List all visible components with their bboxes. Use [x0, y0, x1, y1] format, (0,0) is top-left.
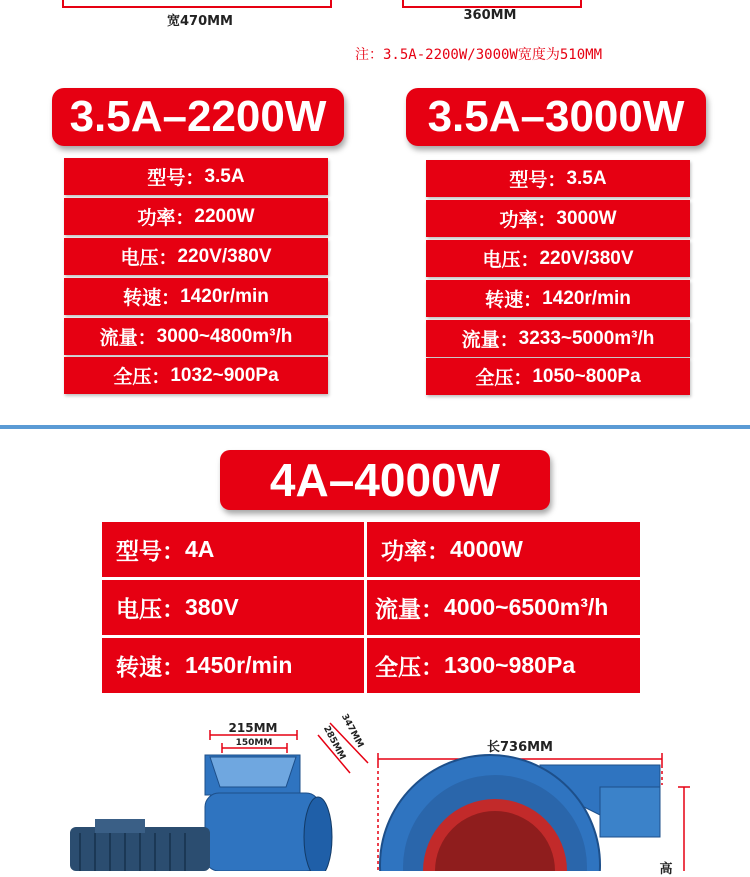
spec-value: 1050~800Pa [532, 365, 641, 387]
height-dimension: 高 [659, 862, 673, 877]
spec-value: 4000W [450, 536, 523, 562]
spec-value: 3000~4800m³/h [156, 325, 293, 347]
spec-value: 3233~5000m³/h [518, 327, 655, 349]
spec-key: 流量： [461, 329, 519, 351]
spec-key: 型号： [147, 167, 205, 189]
spec-value: 220V/380V [539, 247, 634, 269]
spec-key: 电压： [120, 247, 178, 269]
spec-value: 1300~980Pa [444, 652, 576, 678]
model-b-row-airflow [426, 320, 690, 357]
model-a-row-speed [64, 278, 328, 315]
model-a-row-pressure [64, 357, 328, 394]
spec-key: 全压： [475, 367, 533, 389]
spec-key: 全压： [113, 366, 171, 388]
width-dimension-left: 宽470MM [166, 14, 233, 29]
spec-key: 功率： [499, 209, 557, 231]
fan-illustration [0, 715, 750, 871]
spec-value: 1420r/min [542, 287, 631, 309]
model-c-cell-power [367, 522, 640, 577]
spec-key: 型号： [116, 539, 185, 565]
spec-key: 功率： [137, 207, 195, 229]
spec-key: 流量： [375, 597, 444, 623]
model-b-row-power [426, 200, 690, 237]
spec-key: 流量： [99, 327, 157, 349]
spec-key: 转速： [123, 287, 181, 309]
width-note: 注：3.5A-2200W/3000W宽度为510MM [355, 47, 603, 63]
model-a-row-power [64, 198, 328, 235]
diagonal-inner-dimension: 285MM [320, 724, 348, 762]
model-b-row-model [426, 160, 690, 197]
model-c-title: 4A–4000W [220, 450, 550, 510]
model-c-cell-pressure [367, 638, 640, 693]
spec-value: 1450r/min [185, 652, 293, 678]
model-a-row-voltage [64, 238, 328, 275]
length-dimension: 长736MM [486, 740, 553, 755]
model-a-row-model [64, 158, 328, 195]
model-a-title: 3.5A–2200W [52, 88, 344, 146]
width-dimension-line-right [402, 0, 582, 8]
spec-value: 1032~900Pa [170, 364, 279, 386]
outlet-inner-dimension: 150MM [235, 738, 273, 748]
fan-right-body [380, 755, 660, 871]
model-c-cell-model [102, 522, 364, 577]
fan-left-body [70, 755, 332, 871]
spec-key: 电压： [482, 249, 540, 271]
spec-value: 220V/380V [177, 245, 272, 267]
model-c-cell-speed [102, 638, 364, 693]
spec-key: 转速： [116, 655, 185, 681]
model-b-row-speed [426, 280, 690, 317]
spec-value: 3.5A [204, 165, 245, 187]
model-b-row-voltage [426, 240, 690, 277]
model-b-title: 3.5A–3000W [406, 88, 706, 146]
section-divider [0, 425, 750, 429]
model-c-cell-voltage [102, 580, 364, 635]
width-dimension-line-left [62, 0, 332, 8]
spec-key: 电压： [116, 597, 185, 623]
spec-value: 4000~6500m³/h [444, 594, 609, 620]
model-c-cell-airflow [367, 580, 640, 635]
spec-key: 型号： [509, 169, 567, 191]
model-a-row-airflow [64, 318, 328, 355]
spec-key: 转速： [485, 289, 543, 311]
spec-key: 全压： [375, 655, 444, 681]
spec-value: 4A [185, 536, 215, 562]
spec-value: 2200W [194, 205, 255, 227]
outlet-outer-dimension: 215MM [228, 721, 278, 735]
width-dimension-right: 360MM [463, 8, 517, 23]
spec-value: 1420r/min [180, 285, 269, 307]
spec-key: 功率： [381, 539, 450, 565]
model-b-row-pressure [426, 358, 690, 395]
spec-value: 380V [185, 594, 239, 620]
spec-value: 3000W [556, 207, 617, 229]
diagonal-outer-dimension: 347MM [338, 712, 366, 750]
spec-value: 3.5A [566, 167, 607, 189]
